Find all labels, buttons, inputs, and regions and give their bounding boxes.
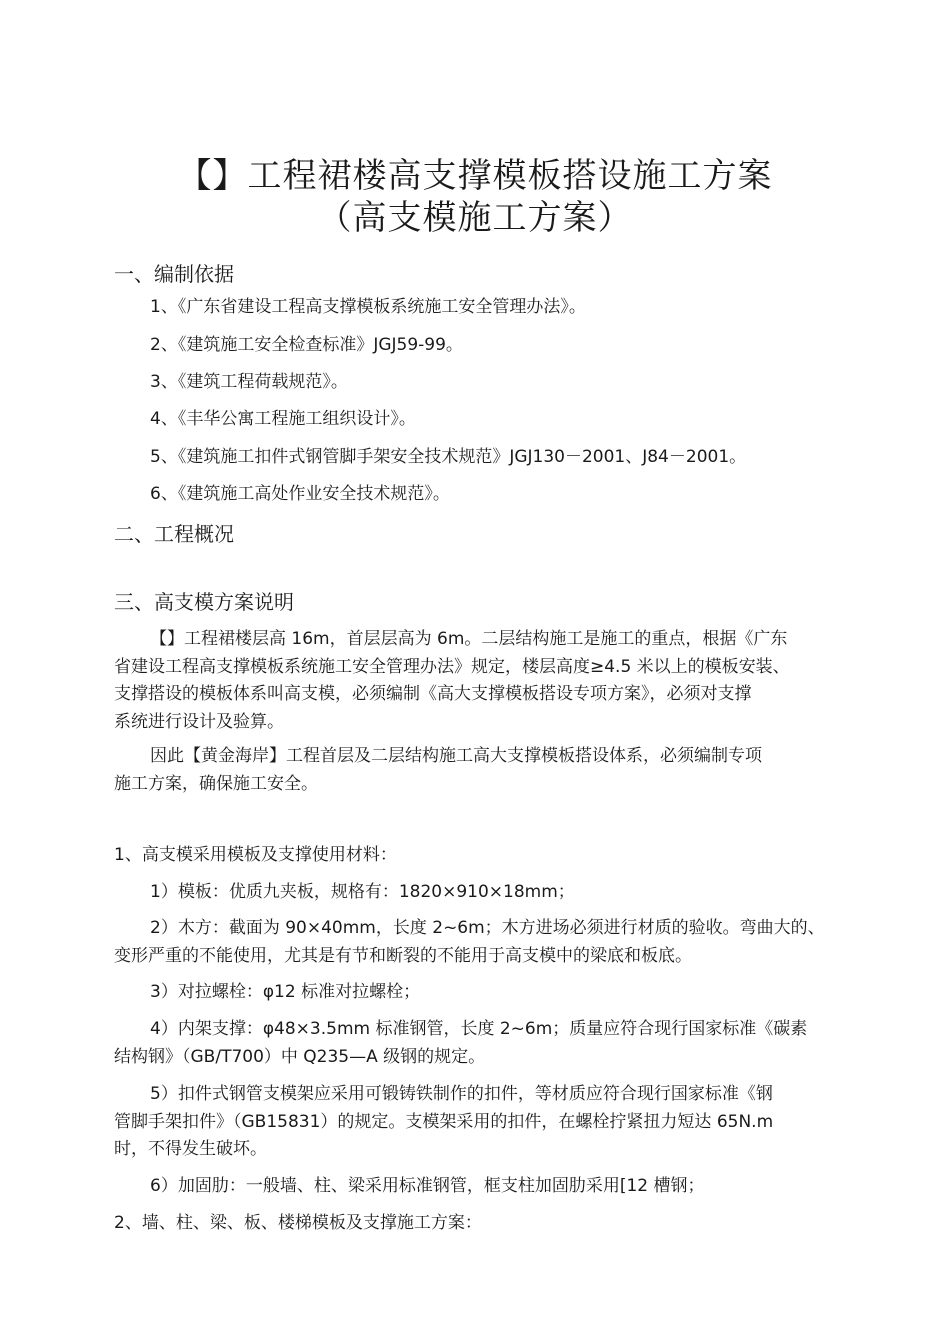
basis-item: 6、《建筑施工高处作业安全技术规范》。 [150, 484, 450, 504]
plan-paragraph-2 [114, 743, 874, 798]
basis-item: 1、《广东省建设工程高支撑模板系统施工安全管理办法》。 [150, 297, 586, 317]
paragraph-line: 变形严重的不能使用，尤其是有节和断裂的不能用于高支模中的梁底和板底。 [114, 945, 692, 966]
materials-heading: 1、高支模采用模板及支撑使用材料： [114, 845, 397, 865]
basis-item: 3、《建筑工程荷载规范》。 [150, 372, 348, 392]
basis-item: 5、《建筑施工扣件式钢管脚手架安全技术规范》JGJ130－2001、J84－2001。 [150, 447, 747, 467]
paragraph-line: 省建设工程高支撑模板系统施工安全管理办法》规定，楼层高度≥4.5 米以上的模板安装、 [114, 656, 790, 677]
material-item-stiffeners: 6）加固肋：一般墙、柱、梁采用标准钢管，框支柱加固肋采用[12 槽钢； [150, 1176, 705, 1196]
paragraph-line: 5）扣件式钢管支模架应采用可锻铸铁制作的扣件，等材质应符合现行国家标准《钢 [150, 1084, 773, 1104]
paragraph-line: 管脚手架扣件》（GB15831）的规定。支模架采用的扣件，在螺栓拧紧扭力短达 65N.m [114, 1111, 774, 1132]
paragraph-line: 支撑搭设的模板体系叫高支模，必须编制《高大支撑模板搭设专项方案》，必须对支撑 [114, 684, 752, 704]
material-item-couplers [114, 1081, 874, 1164]
paragraph-line: 4）内架支撑：φ48×3.5mm 标准钢管，长度 2~6m；质量应符合现行国家标准《碳素 [150, 1019, 808, 1039]
material-item-formwork: 1）模板：优质九夹板，规格有：1820×910×18mm； [150, 882, 575, 902]
paragraph-line: 时，不得发生破坏。 [114, 1139, 267, 1159]
paragraph-line: 【】工程裙楼层高 16m，首层层高为 6m。二层结构施工是施工的重点，根据《广东 [150, 629, 788, 649]
section-heading-basis: 一、编制依据 [114, 262, 234, 286]
document-subtitle: （高支模施工方案） [317, 198, 633, 238]
section-heading-overview: 二、工程概况 [114, 522, 234, 546]
paragraph-line: 结构钢》（GB/T700）中 Q235—A 级钢的规定。 [114, 1046, 486, 1067]
paragraph-line: 系统进行设计及验算。 [114, 711, 284, 732]
material-item-timber [114, 915, 874, 970]
basis-item: 4、《丰华公寓工程施工组织设计》。 [150, 409, 416, 429]
construction-plan-heading: 2、墙、柱、梁、板、楼梯模板及支撑施工方案： [114, 1213, 482, 1233]
document-title: 【】工程裙楼高支撑模板搭设施工方案 [177, 156, 773, 196]
material-item-bolts: 3）对拉螺栓：φ12 标准对拉螺栓； [150, 982, 421, 1002]
basis-item: 2、《建筑施工安全检查标准》JGJ59-99。 [150, 335, 463, 355]
paragraph-line: 因此【黄金海岸】工程首层及二层结构施工高大支撑模板搭设体系，必须编制专项 [150, 746, 762, 766]
plan-paragraph-1 [114, 626, 874, 736]
paragraph-line: 2）木方：截面为 90×40mm，长度 2~6m；木方进场必须进行材质的验收。弯曲大的、 [150, 918, 825, 938]
material-item-support [114, 1016, 874, 1071]
paragraph-line: 施工方案，确保施工安全。 [114, 773, 318, 794]
section-heading-plan: 三、高支模方案说明 [114, 590, 294, 614]
